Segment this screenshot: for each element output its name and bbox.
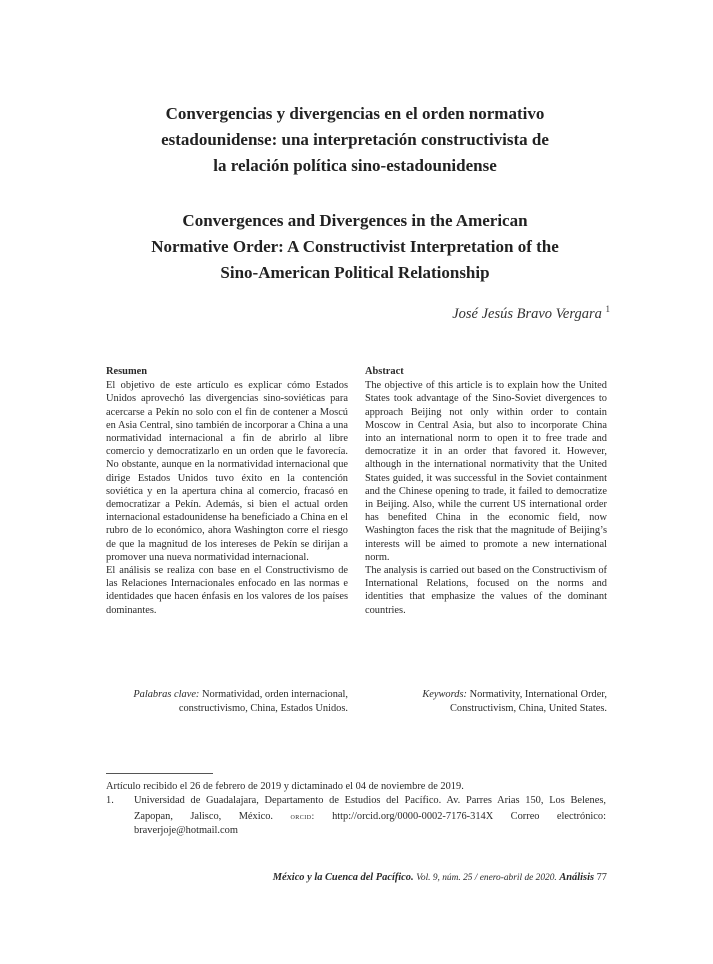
english-keywords-list: Normativity, International Order, Constructivism, China, United States.: [449, 689, 607, 714]
abstract-column: [365, 365, 607, 617]
author-footnote-mark: 1: [605, 304, 610, 314]
abstract-heading: Abstract: [365, 366, 404, 377]
resumen-heading: Resumen: [106, 366, 147, 377]
orcid-and-email: http://orcid.org/0000-0002-7176-314X Correo electrónico: braverjoje@hotmail.com: [134, 810, 606, 837]
author-byline: [452, 304, 610, 323]
spanish-keywords-label: Palabras clave:: [133, 689, 200, 700]
resumen-paragraph: El objetivo de este artículo es explicar cómo Estados Unidos aprovechó las divergencias sino-soviéticas para acercarse a Pekín no solo con el fin de contener a Moscú en Asia Central, sino también de incorporar a China a una normatividad internacional a fin de abrirlo al libre comercio y democratizarlo en un orden que le favorecía. No obstante, aunque en la normatividad internacional que dirige Estados Unidos tuvo éxito en la contención soviética y en la apertura china al comercio, fracasó en democratizar a Pekín. Además, si bien el actual orden internacional estadounidense ha beneficiado a China en el rubro de lo económico, ahora Washington corre el riesgo de que la magnitud de los intereses de Pekín se dirijan a promover una nueva normatividad internacional.: [106, 380, 348, 563]
english-title-line: Normative Order: A Constructivist Interpretation of the: [151, 237, 559, 256]
english-keywords-label: Keywords:: [422, 689, 467, 700]
journal-name: México y la Cuenca del Pacífico.: [272, 872, 414, 883]
footnote-item: [106, 794, 606, 838]
english-title-line: Convergences and Divergences in the American: [182, 211, 528, 230]
footnote-separator: [106, 773, 213, 774]
resumen-column: [106, 365, 348, 617]
spanish-keywords: [106, 688, 348, 716]
page-number: 77: [596, 872, 607, 883]
abstract-paragraph: The analysis is carried out based on the Constructivism of International Relations, focused on the norms and identities that emphasize the values of the dominant countries.: [365, 565, 607, 616]
spanish-title-line: la relación política sino-estadounidense: [213, 156, 497, 175]
spanish-title-line: estadounidense: una interpretación constructivista de: [161, 130, 549, 149]
author-name: José Jesús Bravo Vergara: [452, 305, 602, 322]
footnote-number: 1.: [106, 795, 114, 807]
abstract-paragraph: The objective of this article is to explain how the United States took advantage of the Sino-Soviet divergences to approach Beijing not only within order to contain Moscow in Central Asia, but also to incorporate China into an international norm to open it to free trade and democratize it in an order that favored it. However, although in the international normativity that the United States guided, it was successful in the Soviet containment and the Chinese opening to trade, it failed to democratize in Beijing. Also, while the current US international order has benefited China in the economic field, now Washington faces the risk that the magnitude of Beijing’s interests will be aimed to promote a new international norm.: [365, 380, 607, 563]
footnote-text: [134, 794, 606, 838]
orcid-label: orcid:: [290, 810, 315, 821]
footnotes: [106, 780, 606, 839]
english-keywords: [365, 688, 607, 716]
english-title-line: Sino-American Political Relationship: [220, 263, 490, 282]
spanish-title-line: Convergencias y divergencias en el orden normativo: [165, 104, 545, 123]
resumen-paragraph: El análisis se realiza con base en el Constructivismo de las Relaciones Internacionales enfocado en las normas e identidades que hacen énfasis en los valores de los países dominantes.: [106, 565, 348, 616]
spanish-keywords-list: Normatividad, orden internacional, constructivismo, China, Estados Unidos.: [178, 689, 348, 714]
running-footer: [273, 872, 607, 883]
affiliation-text: Universidad de Guadalajara, Departamento de Estudios del Pacífico. Av. Parres Arias 150, Los Belenes, Zapopan, Jalisco, México.: [134, 795, 606, 822]
english-title: [90, 208, 620, 286]
section-name: Análisis: [559, 872, 594, 883]
spanish-title: [90, 101, 620, 179]
received-date-note: Artículo recibido el 26 de febrero de 2019 y dictaminado el 04 de noviembre de 2019.: [106, 781, 464, 792]
issue-info: Vol. 9, núm. 25 / enero-abril de 2020.: [416, 873, 557, 883]
